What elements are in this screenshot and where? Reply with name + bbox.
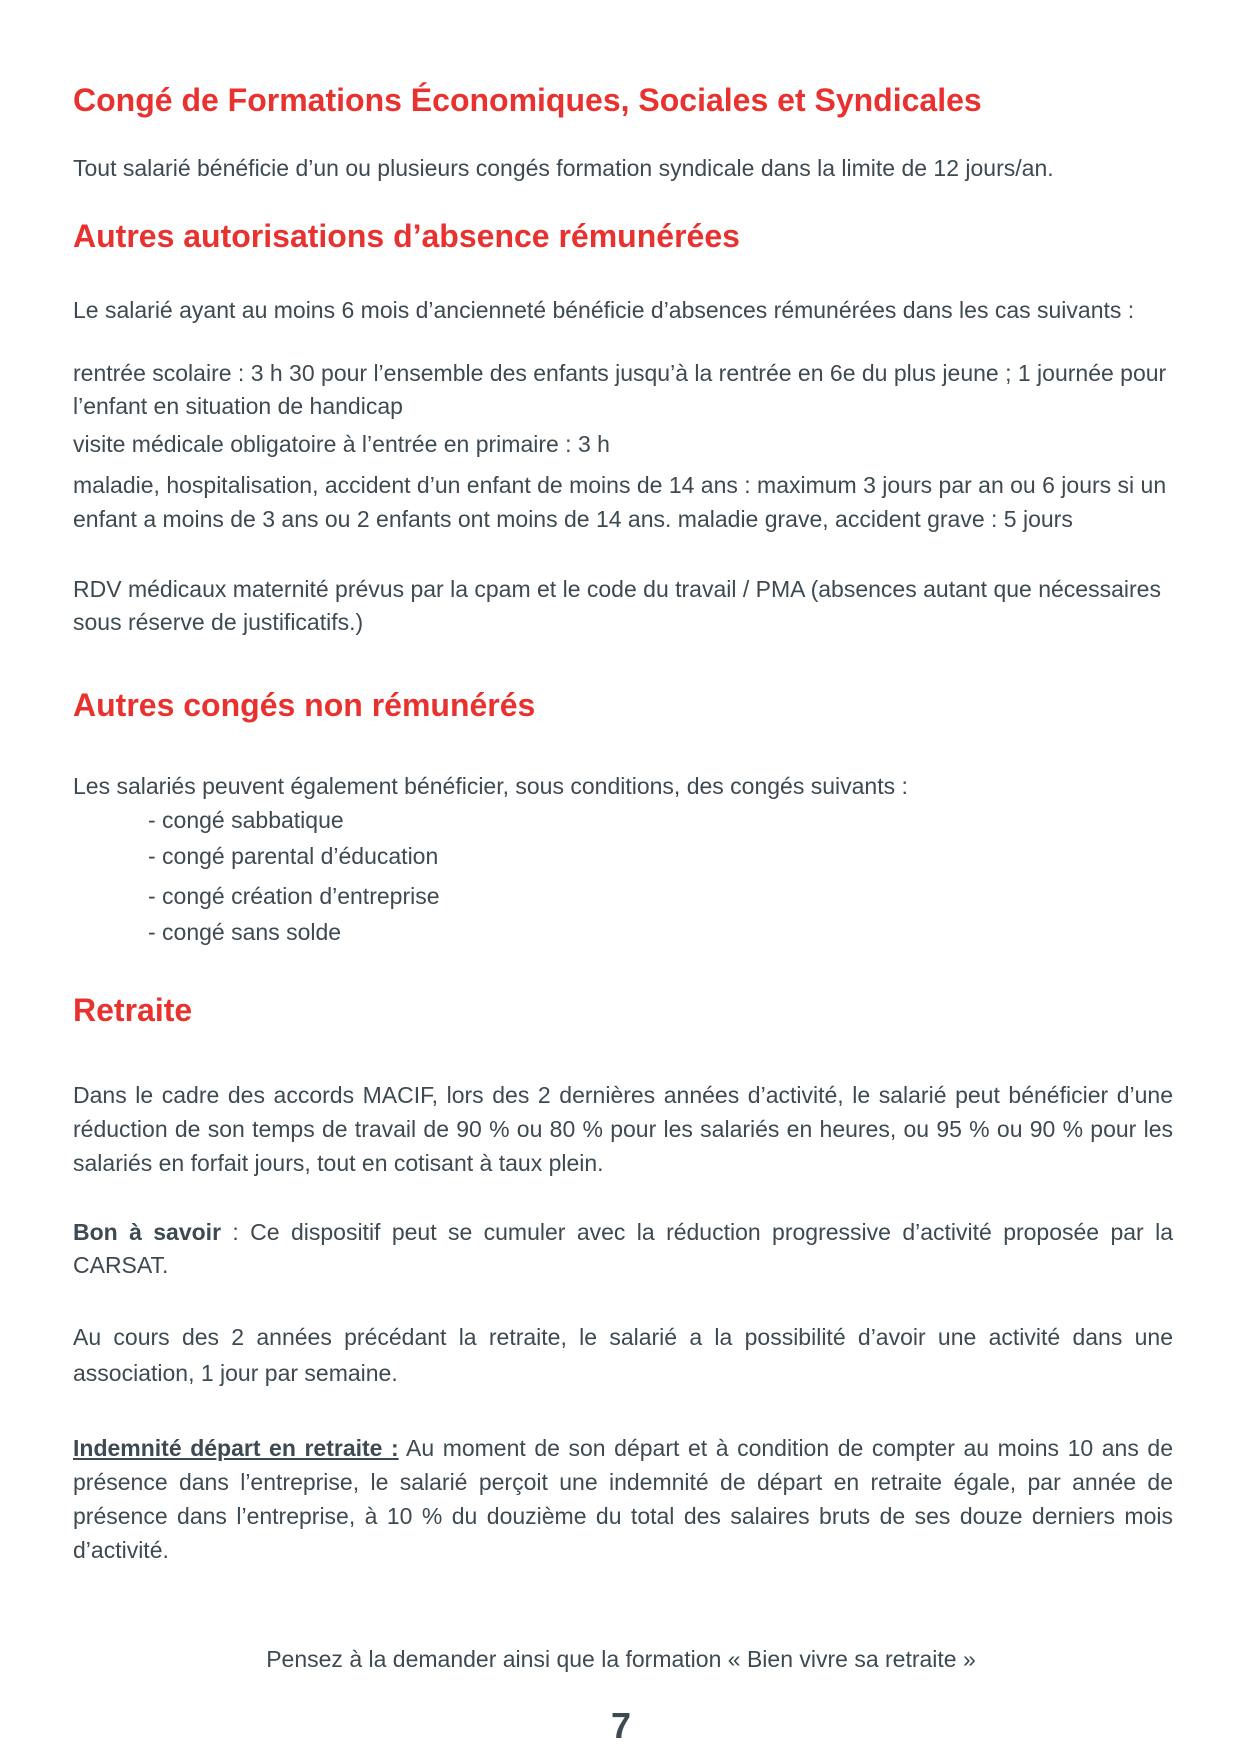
list-item: - congé parental d’éducation bbox=[148, 843, 439, 869]
list-item: - congé création d’entreprise bbox=[148, 883, 440, 909]
non-remuneres-intro: Les salariés peuvent également bénéficier, sous conditions, des congés suivants : bbox=[73, 773, 908, 799]
formations-text: Tout salarié bénéficie d’un ou plusieurs congés formation syndicale dans la limite de 12 jours/an. bbox=[73, 155, 1054, 181]
list-item: - congé sans solde bbox=[148, 919, 342, 945]
heading-formations: Congé de Formations Économiques, Sociales et Syndicales bbox=[73, 82, 982, 118]
retraite-association-text: Au cours des 2 années précédant la retraite, le salarié a la possibilité d’avoir une activité dans une association, 1 jour par semaine. bbox=[73, 1324, 1173, 1386]
retraite-reduction-text: Dans le cadre des accords MACIF, lors des 2 dernières années d’activité, le salarié peut bénéficier d’une réduction de son temps de travail de 90 % ou 80 % pour les salariés en heures, ou 95 % ou 90 % pour les salariés en forfait jours, tout en cotisant à taux plein. bbox=[73, 1082, 1173, 1176]
page-number: 7 bbox=[610, 1705, 632, 1746]
bon-a-savoir-label: Bon à savoir bbox=[73, 1219, 222, 1245]
absence-item-maladie: maladie, hospitalisation, accident d’un enfant de moins de 14 ans : maximum 3 jours par an ou 6 jours si un enfant a moins de 3 ans ou 2 enfants ont moins de 14 ans. maladie grave, accident grave : 5 jours bbox=[73, 472, 1167, 532]
absence-item-maternite: RDV médicaux maternité prévus par la cpam et le code du travail / PMA (absences autant que nécessaires sous réserve de justificatifs.) bbox=[73, 576, 1161, 635]
indemnite-paragraph bbox=[73, 1431, 1173, 1567]
absence-item-rentree: rentrée scolaire : 3 h 30 pour l’ensemble des enfants jusqu’à la rentrée en 6e du plus jeune ; 1 journée pour l’enfant en situation de handicap bbox=[73, 360, 1167, 419]
heading-conges-non-remuneres: Autres congés non rémunérés bbox=[73, 687, 536, 723]
absence-item-visite: visite médicale obligatoire à l’entrée en primaire : 3 h bbox=[73, 431, 610, 457]
indemnite-text: Au moment de son départ et à condition de compter au moins 10 ans de présence dans l’entreprise, le salarié perçoit une indemnité de départ en retraite égale, par année de présence dans l’entreprise, à 10 % du douzième du total des salaires bruts de ses douze derniers mois d’activité. bbox=[73, 1435, 1173, 1563]
footer-note: Pensez à la demander ainsi que la formation « Bien vivre sa retraite » bbox=[266, 1646, 976, 1672]
absences-intro: Le salarié ayant au moins 6 mois d’ancienneté bénéficie d’absences rémunérées dans les cas suivants : bbox=[73, 297, 1135, 323]
heading-absences-remunerees: Autres autorisations d’absence rémunérées bbox=[73, 218, 740, 254]
bon-a-savoir-text: : Ce dispositif peut se cumuler avec la réduction progressive d’activité proposée par la CARSAT. bbox=[73, 1219, 1174, 1278]
bon-a-savoir-paragraph bbox=[73, 1216, 1173, 1282]
list-item: - congé sabbatique bbox=[148, 807, 344, 833]
indemnite-label: Indemnité départ en retraite : bbox=[73, 1435, 399, 1461]
heading-retraite: Retraite bbox=[73, 992, 193, 1028]
